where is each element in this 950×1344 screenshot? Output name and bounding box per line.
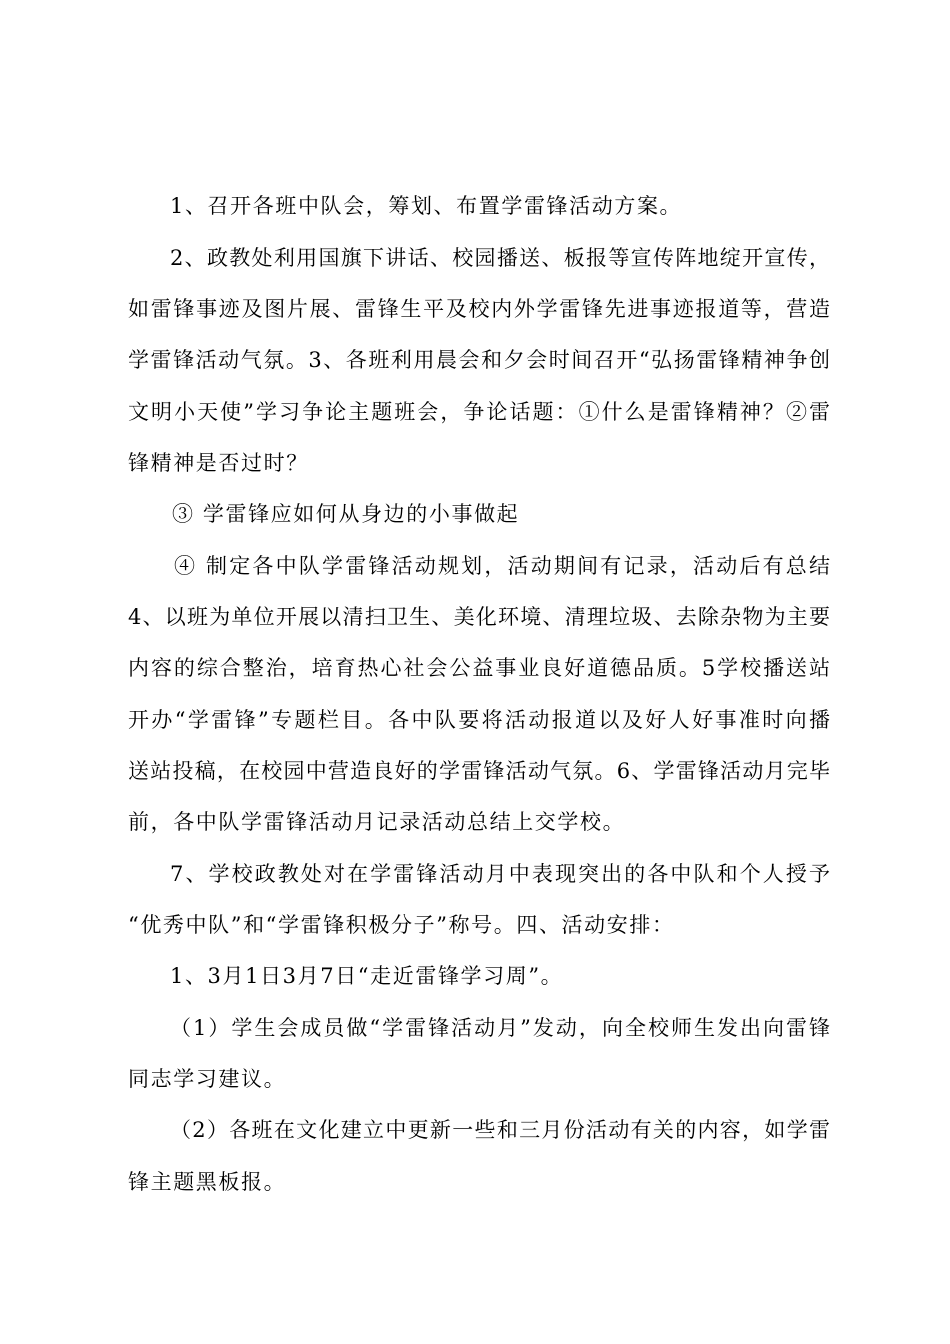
text-line: 如雷锋事迹及图片展、雷锋生平及校内外学雷锋先进事迹报道等，营造	[128, 297, 830, 321]
text-line: 7、学校政教处对在学雷锋活动月中表现突出的各中队和个人授予	[170, 862, 830, 886]
text-line: 1、召开各班中队会，筹划、布置学雷锋活动方案。	[170, 194, 683, 218]
text-line: 1、3月1日3月7日“走近雷锋学习周”。	[170, 964, 564, 988]
text-line: （1）学生会成员做“学雷锋活动月”发动，向全校师生发出向雷锋	[170, 1016, 830, 1040]
text-line: 学雷锋活动气氛。3、各班利用晨会和夕会时间召开“弘扬雷锋精神争创	[128, 348, 830, 372]
text-line: ④ 制定各中队学雷锋活动规划，活动期间有记录，活动后有总结	[174, 554, 830, 578]
text-line: ③ 学雷锋应如何从身边的小事做起	[172, 502, 520, 526]
text-line: 4、以班为单位开展以清扫卫生、美化环境、清理垃圾、去除杂物为主要	[128, 605, 830, 629]
text-line: 文明小天使”学习争论主题班会，争论话题：①什么是雷锋精神？②雷	[128, 400, 830, 424]
text-line: 内容的综合整治，培育热心社会公益事业良好道德品质。5学校播送站	[128, 656, 830, 680]
text-line: 锋精神是否过时？	[128, 451, 309, 475]
text-line: （2）各班在文化建立中更新一些和三月份活动有关的内容，如学雷	[170, 1118, 830, 1142]
text-line: 同志学习建议。	[128, 1067, 287, 1091]
text-line: 锋主题黑板报。	[128, 1170, 287, 1194]
text-line: 开办“学雷锋”专题栏目。各中队要将活动报道以及好人好事准时向播	[128, 708, 830, 732]
text-line: 前，各中队学雷锋活动月记录活动总结上交学校。	[128, 810, 626, 834]
text-line: 2、政教处利用国旗下讲话、校园播送、板报等宣传阵地绽开宣传，	[170, 246, 830, 270]
text-line: “优秀中队”和“学雷锋积极分子”称号。四、活动安排：	[128, 913, 675, 937]
text-line: 送站投稿，在校园中营造良好的学雷锋活动气氛。6、学雷锋活动月完毕	[128, 759, 830, 783]
